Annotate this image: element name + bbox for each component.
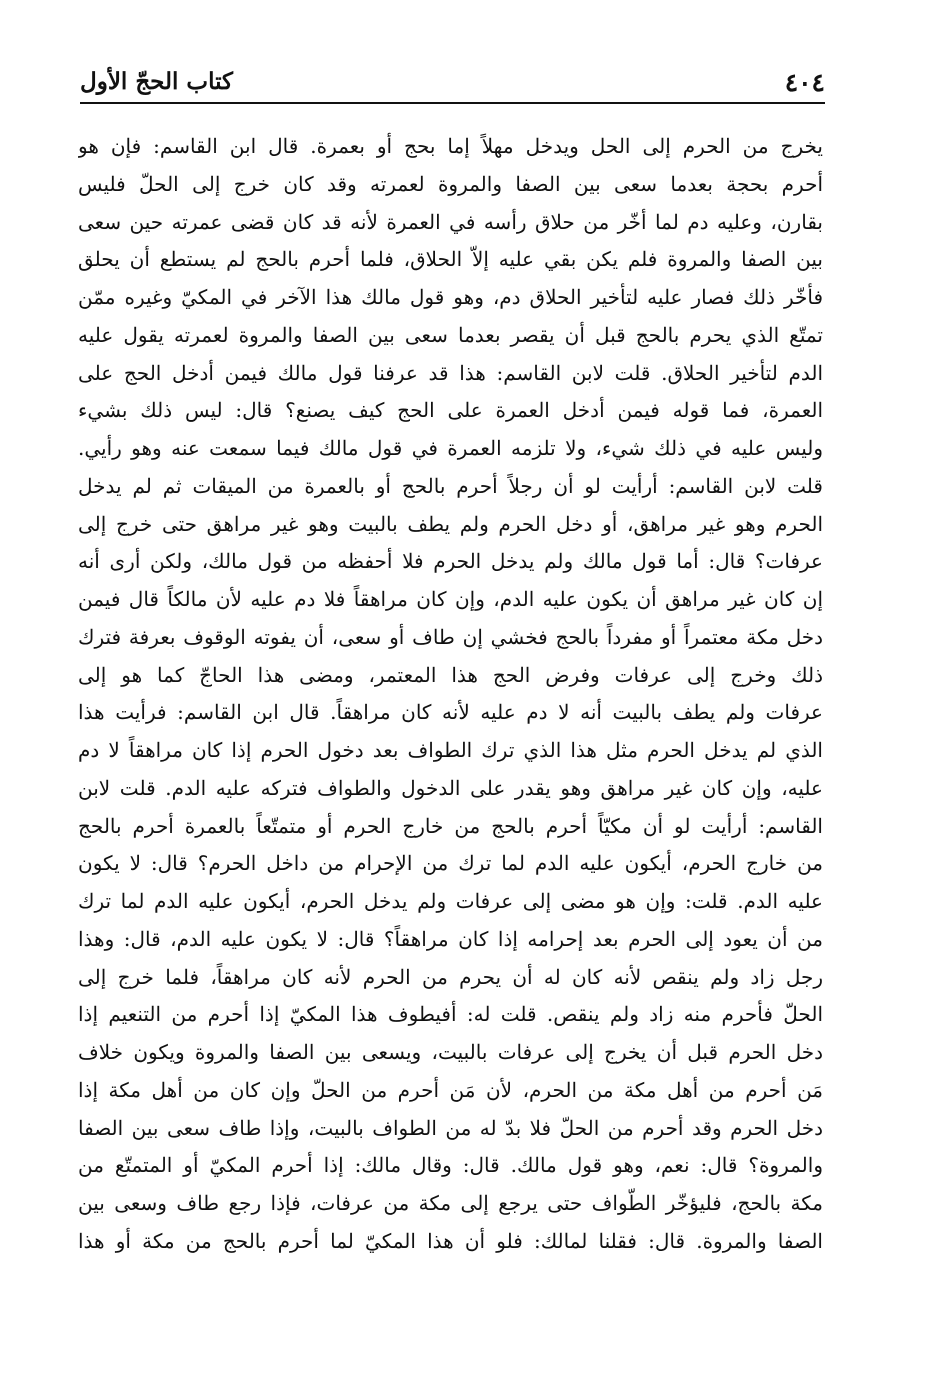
text-line: والمروة؟ قال: نعم، وهو قول مالك. قال: وقال مالك: إذا أحرم المكيّ أو المتمتّع من <box>78 1153 823 1178</box>
text-line: الحلّ فأحرم منه زاد ولم ينقص. قلت له: أفيطوف هذا المكيّ إذا أحرم من التنعيم إذا <box>78 1002 823 1027</box>
text-line: وليس عليه في ذلك شيء، ولا تلزمه العمرة في قول مالك فيما سمعت عنه وهو رأيي. <box>78 436 823 460</box>
book-title: كتاب الحجّ الأول <box>80 68 233 95</box>
text-line: الحرم وهو غير مراهق، أو دخل الحرم ولم يطف بالبيت وهو غير مراهق حتى خرج إلى <box>78 511 823 536</box>
text-line: الصفا والمروة. قال: فقلنا لمالك: فلو أن هذا المكيّ لما أحرم بالحج من مكة أو هذا <box>78 1228 823 1253</box>
text-line: العمرة، فما قوله فيمن أدخل العمرة على الحج كيف يصنع؟ قال: ليس ذلك بشيء <box>78 398 823 423</box>
text-line: فأخّر ذلك فصار عليه لتأخير الحلاق دم، وهو قول مالك هذا الآخر في المكيّ وغيره ممّن <box>78 285 823 309</box>
main-text <box>78 128 823 1261</box>
text-line: أحرم بحجة بعدما سعى بين الصفا والمروة لعمرته وقد كان خرج إلى الحلّ فليس <box>78 171 823 196</box>
page-number: ٤٠٤ <box>784 68 825 97</box>
text-line: عليه، وإن كان غير مراهق وهو يقدر على الدخول والطواف فتركه عليه الدم. قلت لابن <box>78 775 823 800</box>
text-line: عرفات؟ قال: أما قول مالك ولم يدخل الحرم فلا أحفظه من قول مالك، ولكن أرى أنه <box>78 549 823 574</box>
text-line: ذلك وخرج إلى عرفات وفرض الحج هذا المعتمر، ومضى هذا الحاجّ كما هو إلى <box>78 662 823 687</box>
text-line: دخل الحرم قبل أن يخرج إلى عرفات بالبيت، ويسعى بين الصفا والمروة ويكون خلاف <box>78 1040 823 1064</box>
text-line: قلت لابن القاسم: أرأيت لو أن رجلاً أحرم بالحج أو بالعمرة من الميقات ثم لم يدخل <box>78 473 823 498</box>
text-line: رجل زاد ولم ينقص لأنه كان له أن يحرم من الحرم لأنه كان مراهقاً، فلما خرج إلى <box>78 964 823 989</box>
text-line: يخرج من الحرم إلى الحل ويدخل مهلاً إما بحج أو بعمرة. قال ابن القاسم: فإن هو <box>78 134 823 158</box>
text-line: بقارن، وعليه دم لما أخّر من حلاق رأسه في العمرة لأنه قد كان قضى عمرته حين سعى <box>78 209 823 234</box>
text-line: من خارج الحرم، أيكون عليه الدم لما ترك من الإحرام من داخل الحرم؟ قال: لا يكون <box>78 851 823 876</box>
text-line: إن كان غير مراهق أن يكون عليه الدم، وإن كان مراهقاً فلا دم عليه لأن مالكاً قال فيمن <box>78 587 823 611</box>
text-line: دخل مكة معتمراً أو مفرداً بالحج فخشي إن طاف أو سعى، أن يفوته الوقوف بعرفة فترك <box>78 624 823 649</box>
text-line: عليه الدم. قلت: وإن هو مضى إلى عرفات ولم يدخل الحرم، أيكون عليه الدم لما ترك <box>78 889 823 913</box>
text-line: عرفات ولم يطف بالبيت أنه لا دم عليه لأنه كان مراهقاً. قال ابن القاسم: فرأيت هذا <box>78 700 823 725</box>
text-line: مكة بالحج، فليؤخّر الطّواف حتى يرجع إلى مكة من عرفات، فإذا رجع طاف وسعى بين <box>78 1191 823 1215</box>
text-line: تمتّع الذي يحرم بالحج قبل أن يقصر بعدما سعى بين الصفا والمروة لعمرته يقول عليه <box>78 322 823 347</box>
text-line: الدم لتأخير الحلاق. قلت لابن القاسم: هذا قد عرفنا قول مالك فيمن أدخل الحج على <box>78 360 823 385</box>
text-line: مَن أحرم من أهل مكة من الحرم، لأن مَن أحرم من الحلّ وإن كان من أهل مكة إذا <box>78 1077 823 1102</box>
text-line: بين الصفا والمروة فلم يكن بقي عليه إلاّ الحلاق، فلما أحرم بالحج لم يستطع أن يحلق <box>78 247 823 272</box>
running-header <box>80 66 825 104</box>
text-line: القاسم: أرأيت لو أن مكيّاً أحرم بالحج من خارج الحرم أو متمتّعاً بالعمرة أحرم بالحج <box>78 813 823 838</box>
text-line: من أن يعود إلى الحرم بعد إحرامه إذا كان مراهقاً؟ قال: لا يكون عليه الدم، قال: وهذا <box>78 926 823 951</box>
text-line: دخل الحرم وقد أحرم من الحلّ فلا بدّ له من الطواف بالبيت، وإذا طاف سعى بين الصفا <box>78 1115 823 1140</box>
text-line: الذي لم يدخل الحرم مثل هذا الذي ترك الطواف بعد دخول الحرم إذا كان مراهقاً لا دم <box>78 738 823 762</box>
